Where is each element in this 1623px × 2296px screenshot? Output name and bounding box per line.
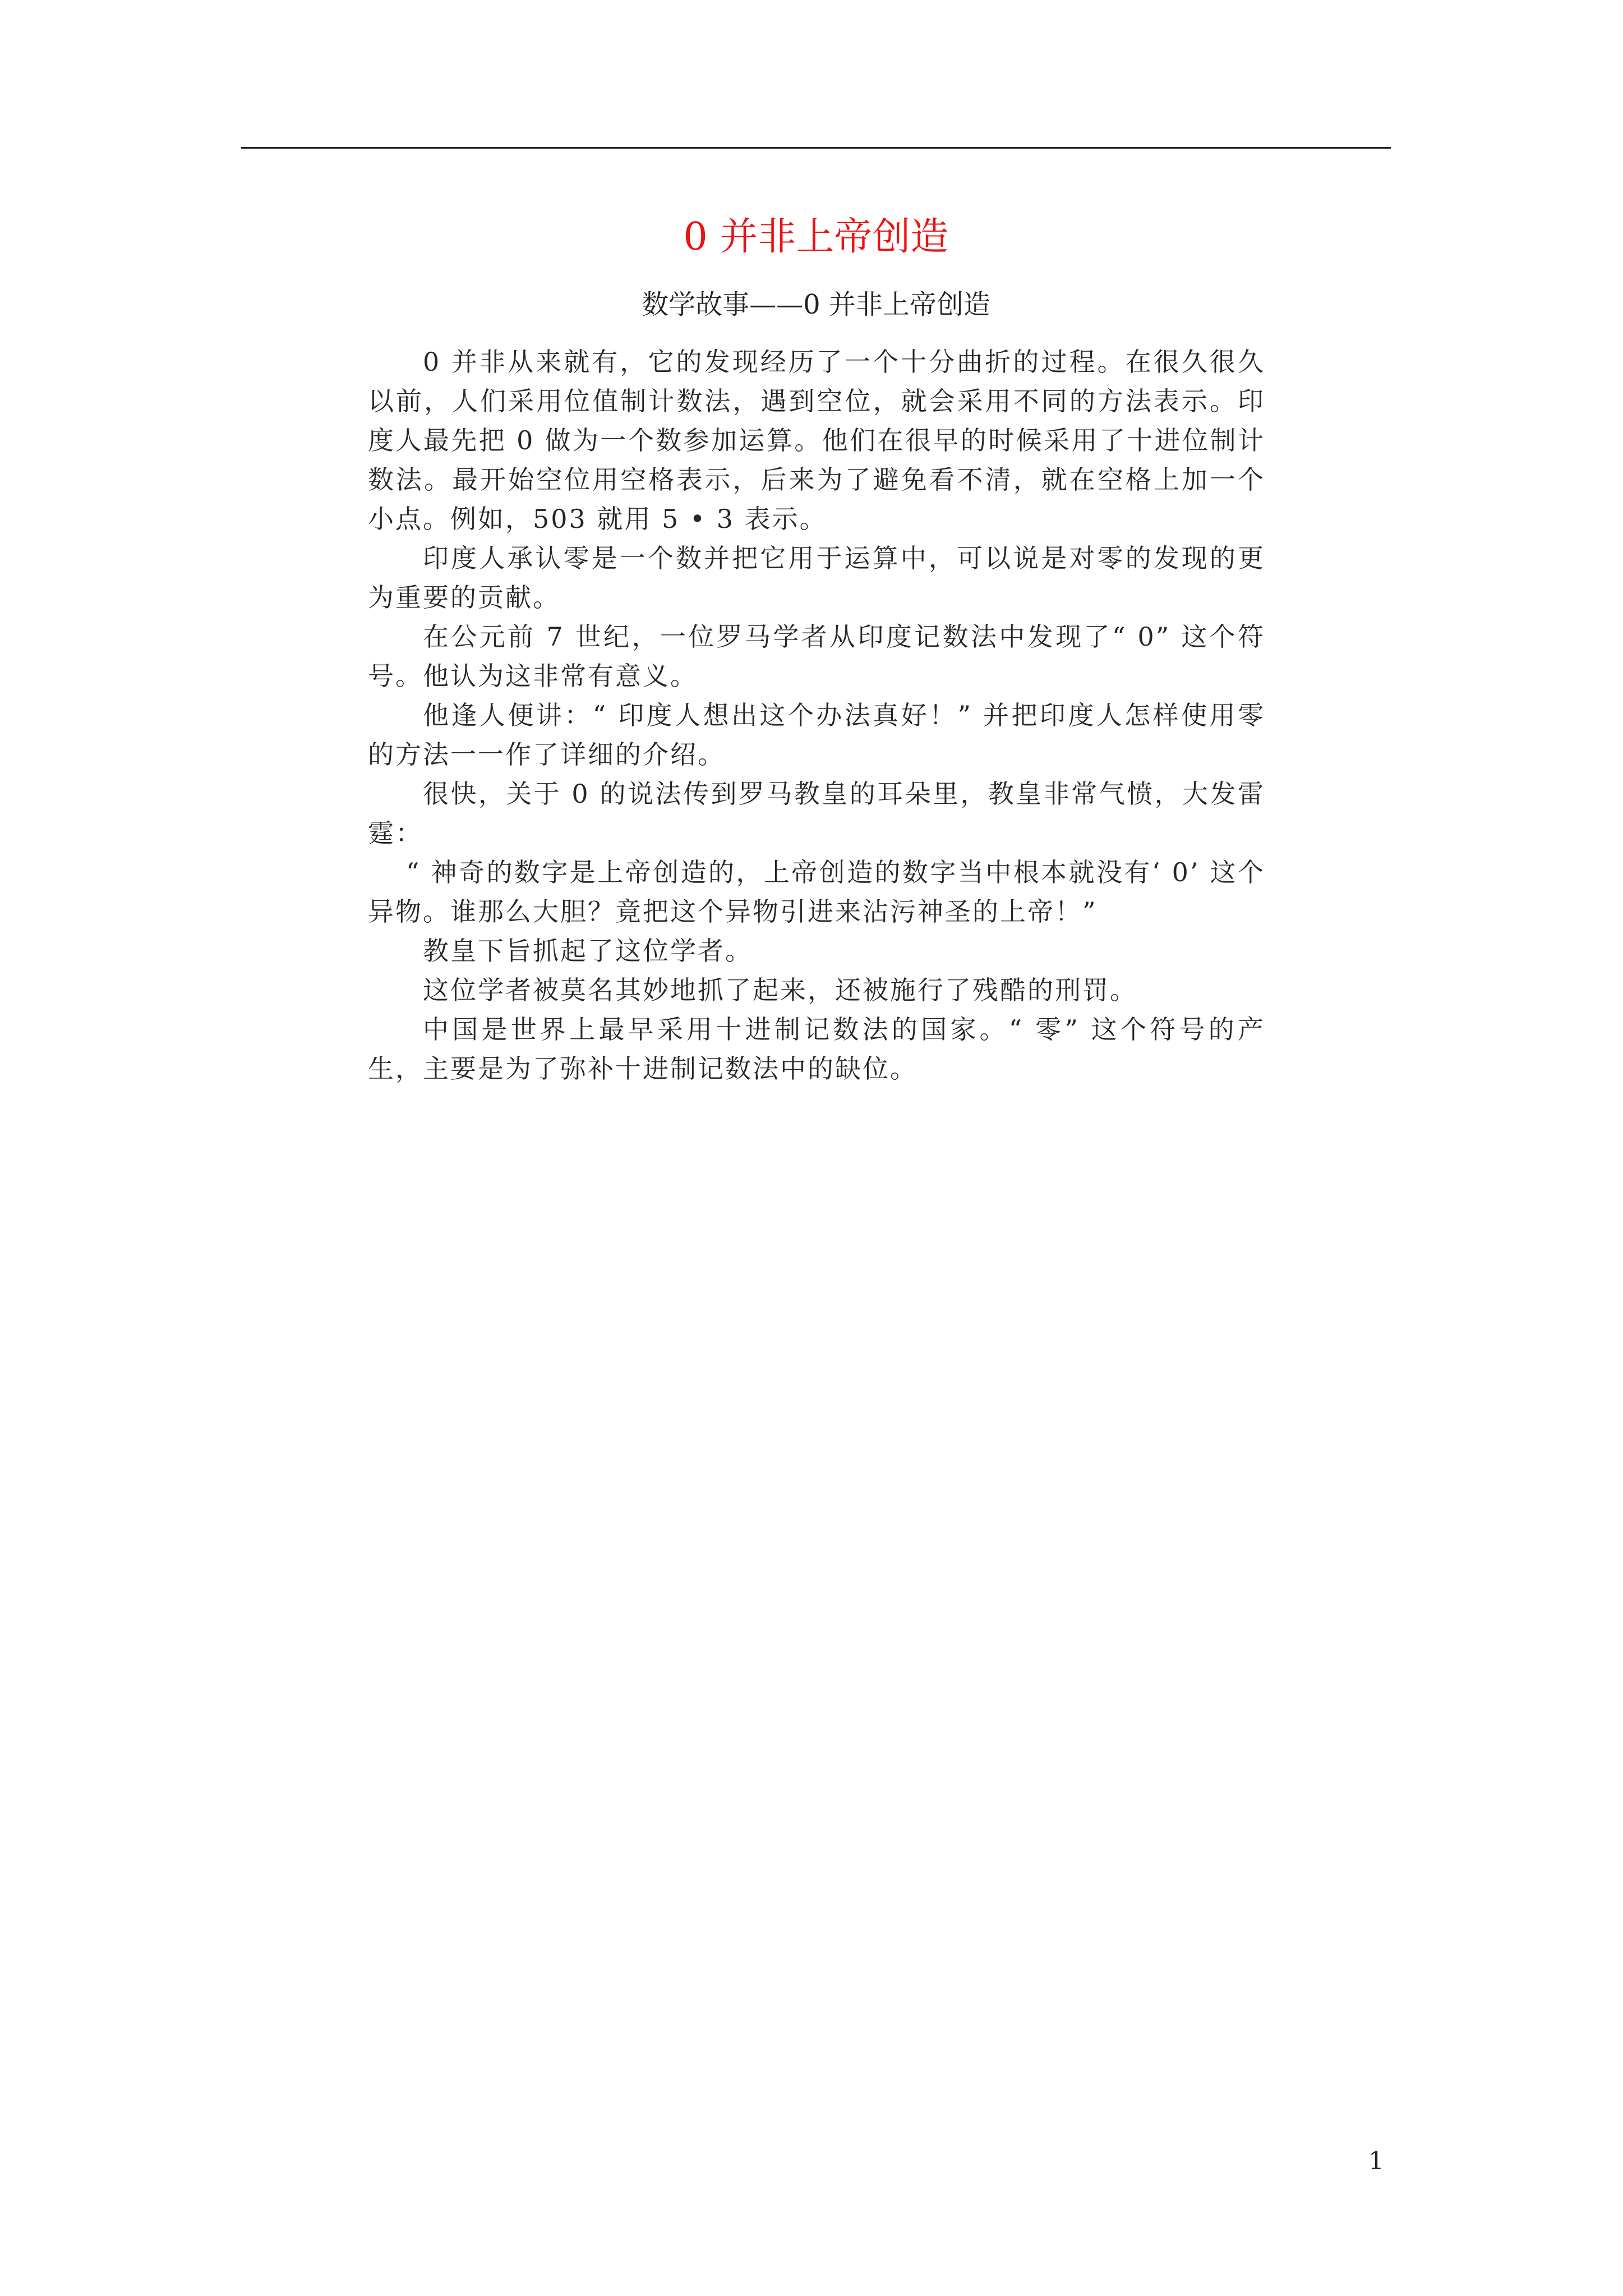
- paragraph: 印度人承认零是一个数并把它用于运算中，可以说是对零的发现的更为重要的贡献。: [368, 543, 1265, 613]
- paragraph: 教皇下旨抓起了这位学者。: [423, 936, 753, 966]
- document-title: 0 并非上帝创造: [683, 215, 949, 259]
- paragraph: 这位学者被莫名其妙地抓了起来，还被施行了残酷的刑罚。: [423, 975, 1137, 1005]
- paragraph: 中国是世界上最早采用十进制记数法的国家。“ 零” 这个符号的产生，主要是为了弥补十进制记数法中的缺位。: [368, 1014, 1265, 1084]
- paragraph: 在公元前 7 世纪，一位罗马学者从印度记数法中发现了“ 0” 这个符号。他认为这非常有意义。: [368, 622, 1265, 691]
- page-number: 1: [1368, 2147, 1384, 2175]
- paragraph: 0 并非从来就有，它的发现经历了一个十分曲折的过程。在很久很久以前，人们采用位值制计数法，遇到空位，就会采用不同的方法表示。印度人最先把 0 做为一个数参加运算。他们在很早的时候采用了十进位制计数法。最开始空位用空格表示，后来为了避免看不清，就在空格上加一个小点。例如，503 就用 5 • 3 表示。: [368, 347, 1265, 534]
- document-subtitle: 数学故事——0 并非上帝创造: [642, 289, 990, 320]
- quote-paragraph: “ 神奇的数字是上帝创造的，上帝创造的数字当中根本就没有‘ 0’ 这个异物。谁那么大胆？竟把这个异物引进来沾污神圣的上帝！”: [368, 857, 1265, 927]
- header-rule: [241, 147, 1391, 149]
- paragraph: 他逢人便讲：“ 印度人想出这个办法真好！” 并把印度人怎样使用零的方法一一作了详细的介绍。: [368, 700, 1265, 770]
- article-body: [368, 342, 1265, 1088]
- paragraph: 很快，关于 0 的说法传到罗马教皇的耳朵里，教皇非常气愤，大发雷霆：: [368, 779, 1265, 848]
